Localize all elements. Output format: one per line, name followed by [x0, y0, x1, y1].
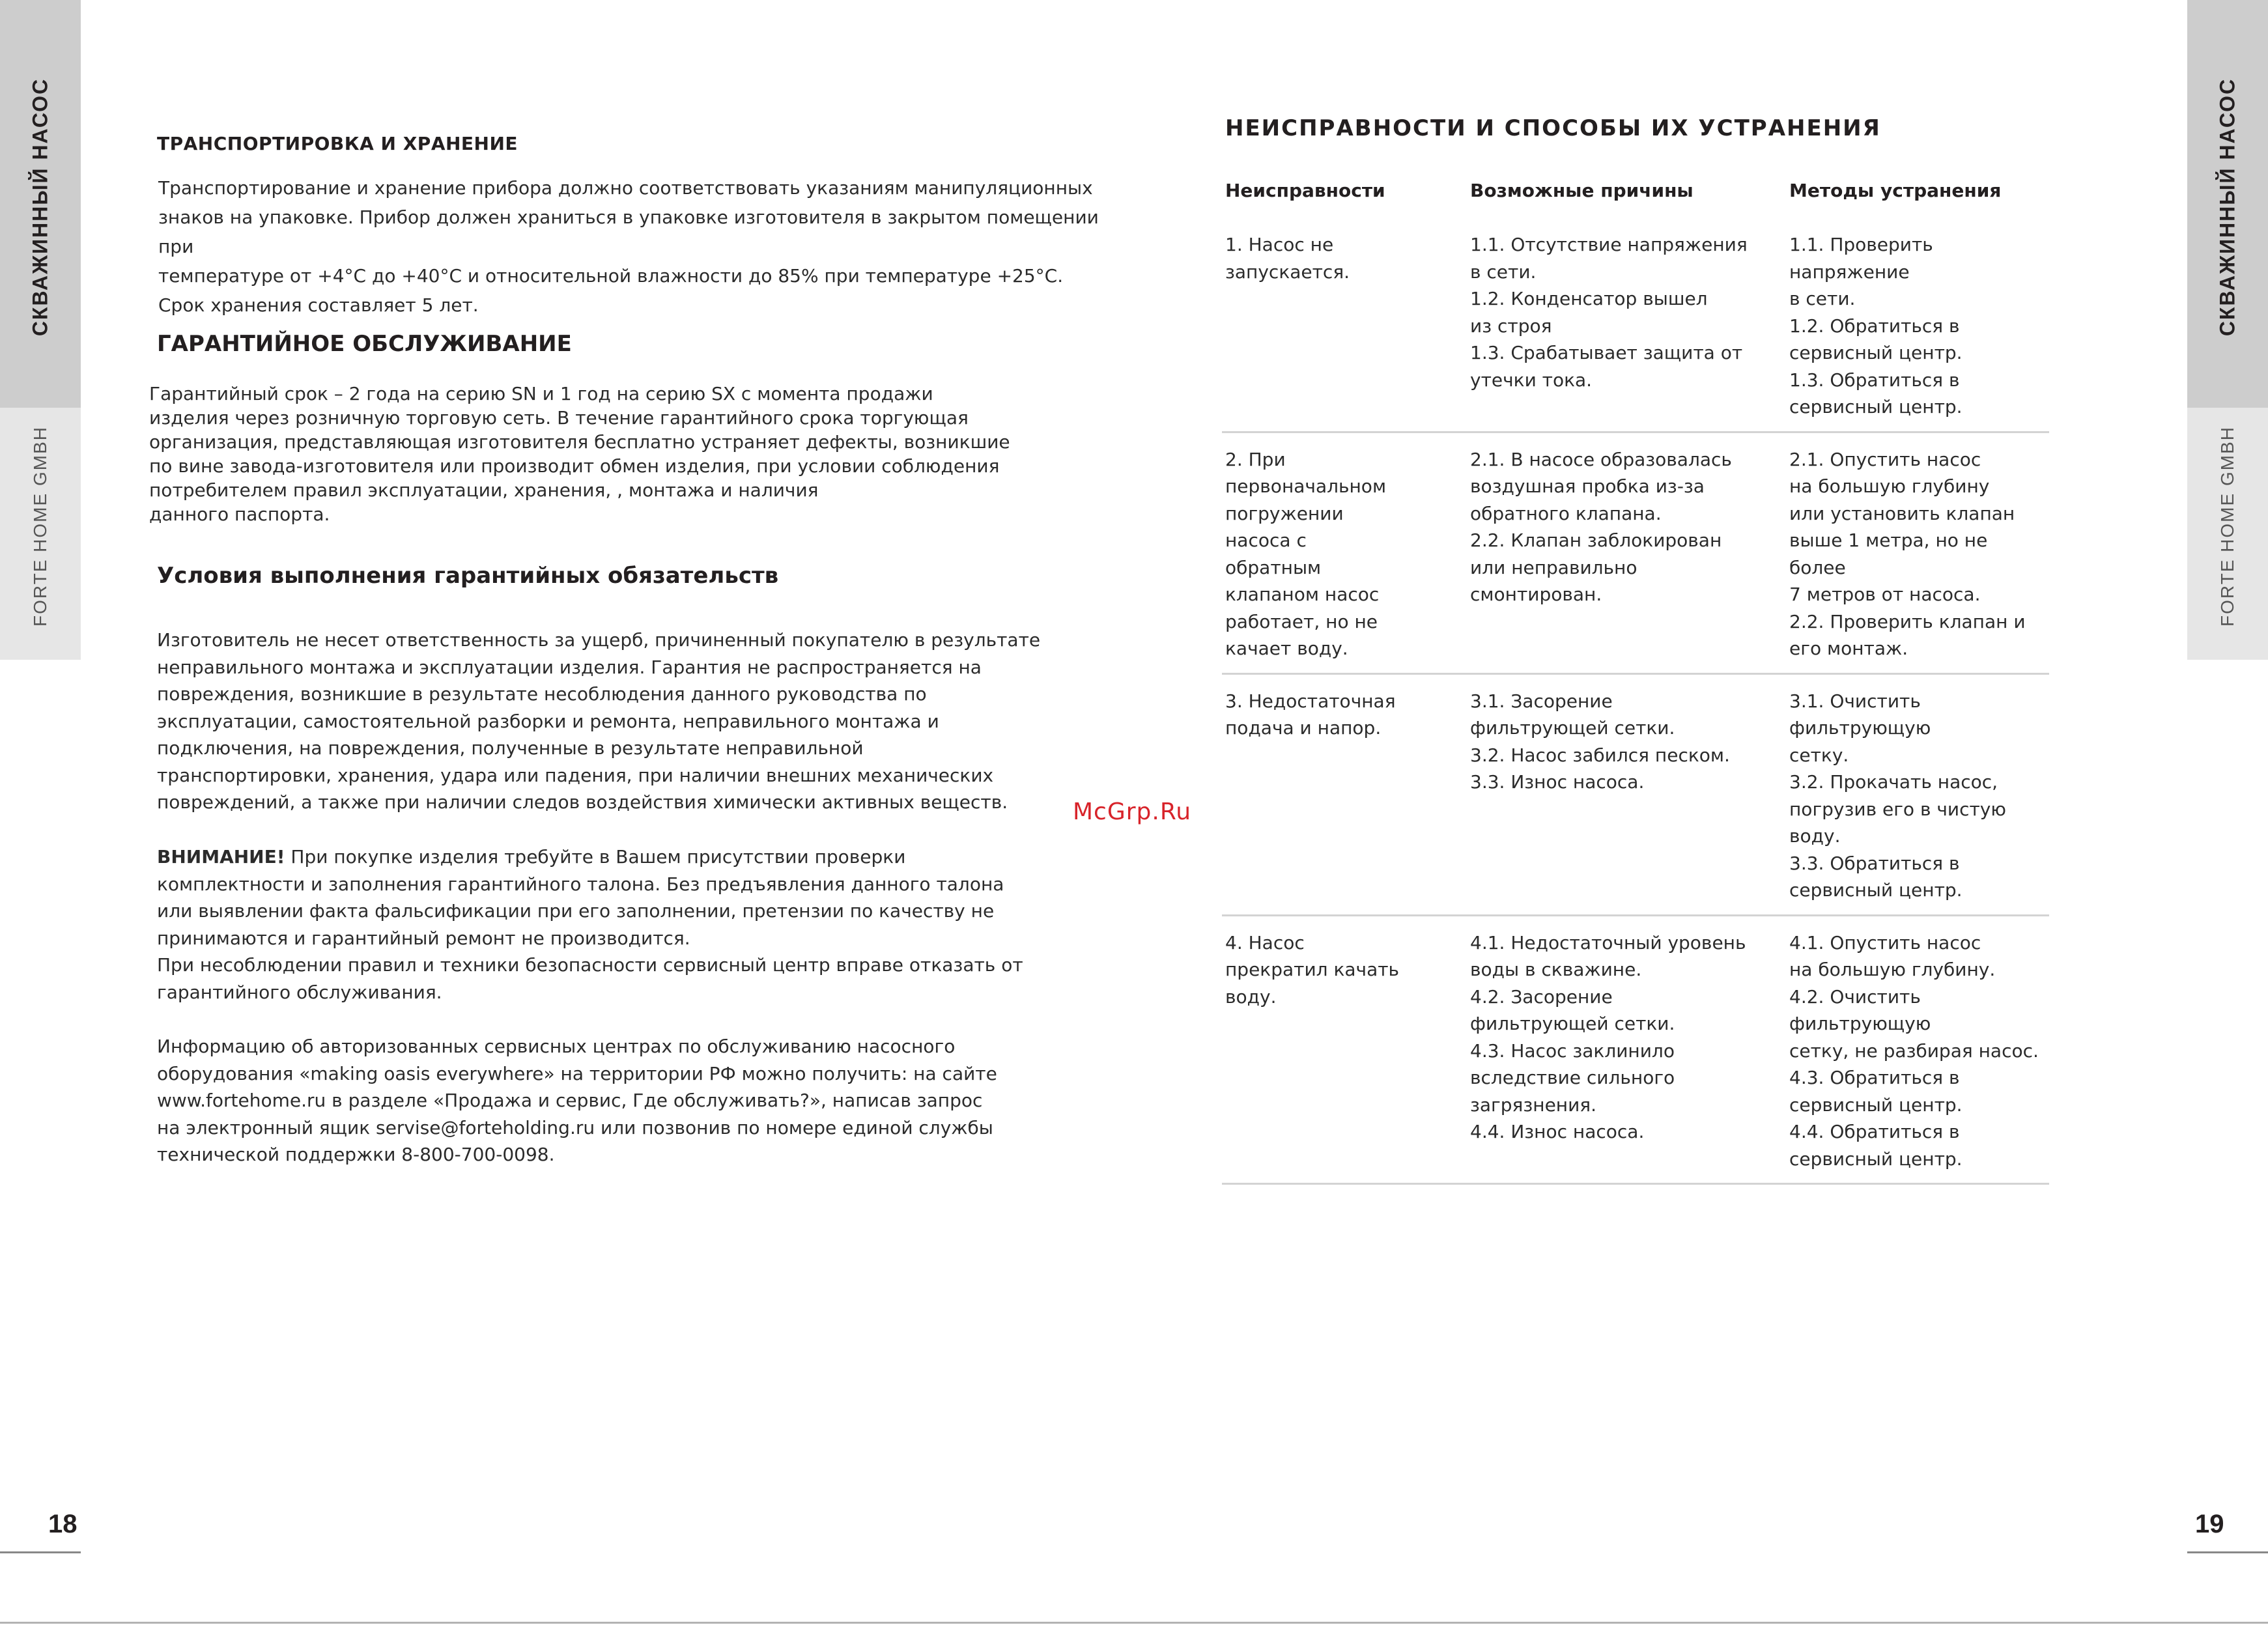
side-tab-title: СКВАЖИННЫЙ НАСОС	[28, 78, 52, 337]
remedies-cell: 1.1. Проверить напряжение в сети. 1.2. Обратиться в сервисный центр. 1.3. Обратиться в сервисный центр.	[1789, 234, 1963, 417]
header-remedies: Методы устранения	[1789, 180, 2002, 201]
remedies-cell: 3.1. Очистить фильтрующую сетку. 3.2. Прокачать насос, погрузив его в чистую воду. 3.3. Обратиться в сервисный центр.	[1789, 690, 2006, 901]
right-side-tab	[2187, 0, 2268, 660]
fault-cell: 4. Насос прекратил качать воду.	[1225, 931, 1400, 1008]
transport-heading: ТРАНСПОРТИРОВКА И ХРАНЕНИЕ	[157, 133, 518, 154]
conditions-text: Изготовитель не несет ответственность за ущерб, причиненный покупателю в результате неправильного монтажа и эксплуатации изделия. Гарантия не распространяется на повреждения, возникшие в результате несоблюдения данного руководства по эксплуатации, самостоятельной разборки и ремонта, неправильного монтажа и подключения, на повреждения, полученные в результате неправильной транспортировки, хранения, удара или падения, при наличии внешних механических повреждений, а также при наличии следов воздействия химически активных веществ.	[157, 629, 1041, 813]
table-header-row	[1222, 171, 2049, 218]
remedies-cell: 4.1. Опустить насос на большую глубину. 4.2. Очистить фильтрующую сетку, не разбирая насос. 4.3. Обратиться в сервисный центр. 4.4. Обратиться в сервисный центр.	[1789, 931, 2039, 1170]
side-tab-brand: FORTE HOME GMBH	[2217, 426, 2237, 627]
remedies-cell: 2.1. Опустить насос на большую глубину или установить клапан выше 1 метра, но не более 7 метров от насоса. 2.2. Проверить клапан и его монтаж.	[1789, 448, 2026, 659]
warranty-text: Гарантийный срок – 2 года на серию SN и 1 год на серию SX с момента продажи изделия через розничную торговую сеть. В течение гарантийного срока торгующая организация, представляющая изготовителя бесплатно устраняет дефекты, возникшие по вине завода-изготовителя или производит обмен изделия, при условии соблюдения потребителем правил эксплуатации, хранения, , монтажа и наличия данного паспорта.	[149, 383, 1010, 525]
troubleshooting-title: НЕИСПРАВНОСТИ И СПОСОБЫ ИХ УСТРАНЕНИЯ	[1225, 115, 1881, 141]
table-row	[1222, 218, 2049, 432]
causes-cell: 4.1. Недостаточный уровень воды в скважине. 4.2. Засорение фильтрующей сетки. 4.3. Насос заклинило вследствие сильного загрязнения. 4.4. Износ насоса.	[1470, 931, 1746, 1142]
table-row	[1222, 432, 2049, 673]
warning-text: При покупке изделия требуйте в Вашем присутствии проверки комплектности и заполнения гарантийного талона. Без предъявления данного талона или выявлении факта фальсификации при его заполнении, претензии по качеству не принимаются и гарантийный ремонт не производится. При несоблюдении правил и техники безопасности сервисный центр вправе отказать от гарантийного обслуживания.	[157, 846, 1023, 1003]
page-number-rule-left	[0, 1551, 81, 1553]
conditions-heading: Условия выполнения гарантийных обязательств	[157, 563, 779, 589]
page-number-rule-right	[2187, 1551, 2268, 1553]
fault-cell: 1. Насос не запускается.	[1225, 234, 1350, 283]
troubleshooting-table	[1222, 171, 2049, 1185]
warning-paragraph	[157, 843, 1023, 1006]
side-tab-title: СКВАЖИННЫЙ НАСОС	[2215, 78, 2239, 337]
header-causes: Возможные причины	[1470, 180, 1694, 201]
side-tab-brand: FORTE HOME GMBH	[30, 426, 50, 627]
page-number-left: 18	[48, 1510, 78, 1538]
header-faults: Неисправности	[1225, 180, 1385, 201]
page-bottom-edge	[0, 1622, 2268, 1624]
watermark: McGrp.Ru	[1073, 798, 1192, 825]
causes-cell: 2.1. В насосе образовалась воздушная пробка из-за обратного клапана. 2.2. Клапан заблокирован или неправильно смонтирован.	[1470, 448, 1732, 605]
transport-text: Транспортирование и хранение прибора должно соответствовать указаниям манипуляционных знаков на упаковке. Прибор должен храниться в упаковке изготовителя в закрытом помещении при температуре от +4°С до +40°С и относительной влажности до 85% при температуре +25°С. Срок хранения составляет 5 лет.	[158, 177, 1099, 316]
left-side-tab	[0, 0, 81, 660]
fault-cell: 2. При первоначальном погружении насоса с обратным клапаном насос работает, но не качает воду.	[1225, 448, 1387, 659]
page-number-right: 19	[2195, 1510, 2224, 1538]
warranty-heading: ГАРАНТИЙНОЕ ОБСЛУЖИВАНИЕ	[157, 331, 572, 357]
causes-cell: 1.1. Отсутствие напряжения в сети. 1.2. Конденсатор вышел из строя 1.3. Срабатывает защита от утечки тока.	[1470, 234, 1748, 391]
service-info-text: Информацию об авторизованных сервисных центрах по обслуживанию насосного оборудования «making oasis everywhere» на территории РФ можно получить: на сайте www.fortehome.ru в разделе «Продажа и сервис, Где обслуживать?», написав запрос на электронный ящик servise@forteholding.ru или позвонив по номере единой службы технической поддержки 8-800-700-0098.	[157, 1036, 997, 1165]
table-row	[1222, 673, 2049, 915]
causes-cell: 3.1. Засорение фильтрующей сетки. 3.2. Насос забился песком. 3.3. Износ насоса.	[1470, 690, 1730, 793]
warning-label: ВНИМАНИЕ!	[157, 846, 285, 868]
fault-cell: 3. Недостаточная подача и напор.	[1225, 690, 1396, 739]
table-row	[1222, 915, 2049, 1184]
